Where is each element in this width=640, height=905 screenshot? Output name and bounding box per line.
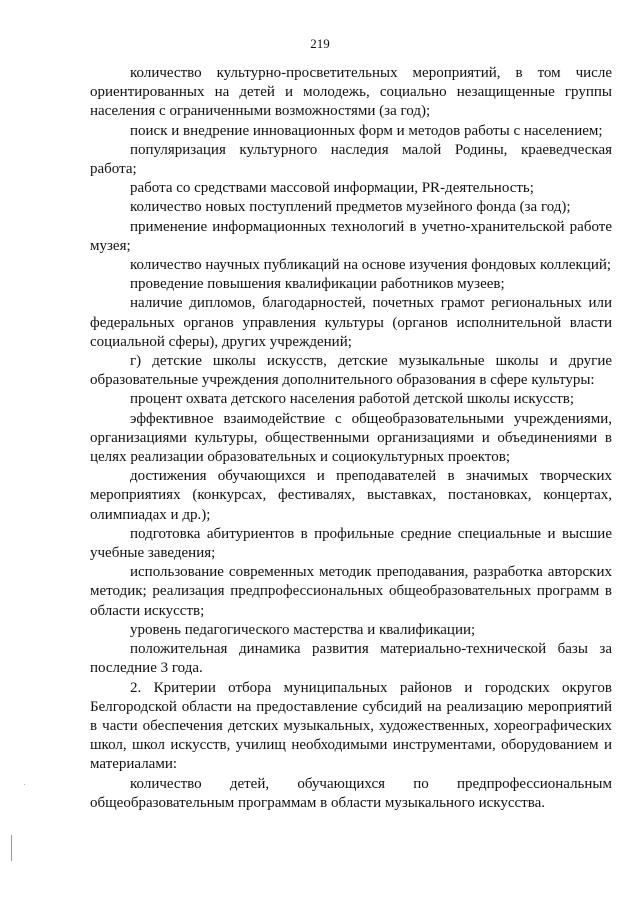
paragraph: г) детские школы искусств, детские музыкальные школы и другие образовательные учреждения дополнительного образования в сфере культуры: (90, 353, 612, 389)
paragraph: эффективное взаимодействие с общеобразовательными учреждениями, организациями культуры, общественными организациями и объединениями в целях реализации образовательных и социокультурных проектов; (90, 410, 612, 466)
paragraph: наличие дипломов, благодарностей, почетных грамот региональных или федеральных органов управления культуры (органов исполнительной власти социальной сферы), других учреждений; (90, 295, 612, 350)
paragraph: процент охвата детского населения работой детской школы искусств; (130, 391, 575, 408)
paragraph: подготовка абитуриентов в профильные средние специальные и высшие учебные заведения; (90, 525, 612, 562)
paragraph: применение информационных технологий в учетно-хранительской работе музея; (90, 218, 612, 254)
document-body (90, 64, 612, 813)
paragraph: популяризация культурного наследия малой Родины, краеведческая работа; (90, 141, 612, 178)
paragraph: количество детей, обучающихся по предпрофессиональным общеобразовательным программам в области музыкального искусства. (90, 775, 612, 811)
paragraph: количество культурно-просветительных мероприятий, в том числе ориентированных на детей и молодежь, социально незащищенные группы населения с ограниченными возможностями (за год); (90, 65, 612, 120)
page-number: 219 (310, 36, 330, 51)
scan-artifact-dot (24, 784, 25, 785)
paragraph: количество научных публикаций на основе изучения фондовых коллекций; (130, 257, 612, 274)
scan-artifact-line (11, 835, 12, 861)
paragraph: работа со средствами массовой информации, PR-деятельность; (130, 180, 534, 197)
paragraph: проведение повышения квалификации работников музеев; (130, 276, 505, 293)
paragraph: количество новых поступлений предметов музейного фонда (за год); (130, 199, 571, 216)
paragraph: поиск и внедрение инновационных форм и методов работы с населением; (130, 122, 603, 139)
paragraph: 2. Критерии отбора муниципальных районов и городских округов Белгородской области на предоставление субсидий на реализацию мероприятий в части обеспечения детских музыкальных, художественных, хореографических школ, школ искусств, училищ необходимыми инструментами, оборудованием и материалами: (90, 679, 612, 773)
paragraph: уровень педагогического мастерства и квалификации; (130, 621, 476, 638)
paragraph: использование современных методик преподавания, разработка авторских методик; реализация предпрофессиональных общеобразовательных программ в области искусств; (90, 564, 612, 619)
paragraph: положительная динамика развития материально-технической базы за последние 3 года. (90, 641, 612, 677)
paragraph: достижения обучающихся и преподавателей в значимых творческих мероприятиях (конкурсах, фестивалях, выставках, постановках, концертах, олимпиадах и др.); (90, 468, 612, 523)
